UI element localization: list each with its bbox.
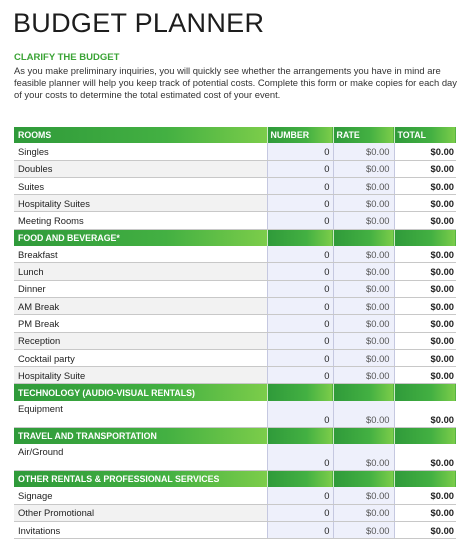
table-row — [14, 297, 456, 314]
number-input[interactable]: 0 — [267, 401, 333, 428]
total-value: $0.00 — [394, 315, 456, 332]
rate-input[interactable]: $0.00 — [333, 401, 394, 428]
section-label: ROOMS — [14, 127, 267, 143]
total-value: $0.00 — [394, 367, 456, 384]
table-row — [14, 349, 456, 366]
rate-input[interactable]: $0.00 — [333, 367, 394, 384]
total-value: $0.00 — [394, 297, 456, 314]
section-header-travel — [14, 427, 456, 444]
total-value: $0.00 — [394, 263, 456, 280]
number-input[interactable]: 0 — [267, 195, 333, 212]
item-label: Breakfast — [14, 246, 267, 263]
section-subtitle: CLARIFY THE BUDGET — [14, 52, 120, 63]
rate-input[interactable]: $0.00 — [333, 504, 394, 521]
rate-input[interactable]: $0.00 — [333, 246, 394, 263]
table-row — [14, 246, 456, 263]
table-row — [14, 315, 456, 332]
rate-input[interactable]: $0.00 — [333, 195, 394, 212]
rate-input[interactable]: $0.00 — [333, 263, 394, 280]
item-label: Invitations — [14, 521, 267, 538]
number-input[interactable]: 0 — [267, 212, 333, 229]
number-input[interactable]: 0 — [267, 143, 333, 160]
number-input[interactable]: 0 — [267, 504, 333, 521]
item-label: Meeting Rooms — [14, 212, 267, 229]
total-value: $0.00 — [394, 504, 456, 521]
table-row — [14, 212, 456, 229]
table-row — [14, 263, 456, 280]
total-value: $0.00 — [394, 401, 456, 428]
budget-table — [14, 127, 456, 539]
table-row — [14, 521, 456, 538]
table-row — [14, 195, 456, 212]
total-value: $0.00 — [394, 487, 456, 504]
rate-input[interactable]: $0.00 — [333, 521, 394, 538]
number-input[interactable]: 0 — [267, 280, 333, 297]
total-value: $0.00 — [394, 521, 456, 538]
rate-input[interactable]: $0.00 — [333, 487, 394, 504]
table-row — [14, 332, 456, 349]
rate-input[interactable]: $0.00 — [333, 349, 394, 366]
item-label: Signage — [14, 487, 267, 504]
item-label: Cocktail party — [14, 349, 267, 366]
item-label: Hospitality Suite — [14, 367, 267, 384]
number-input[interactable]: 0 — [267, 332, 333, 349]
item-label: Lunch — [14, 263, 267, 280]
item-label: Hospitality Suites — [14, 195, 267, 212]
section-header-rooms — [14, 127, 456, 143]
item-label: PM Break — [14, 315, 267, 332]
section-header-food-and-beverage — [14, 229, 456, 246]
section-label: TECHNOLOGY (AUDIO-VISUAL RENTALS) — [14, 384, 267, 401]
column-header-rate: RATE — [333, 127, 394, 143]
item-label: Other Promotional — [14, 504, 267, 521]
section-label: TRAVEL AND TRANSPORTATION — [14, 427, 267, 444]
item-label: Singles — [14, 143, 267, 160]
section-label: FOOD AND BEVERAGE* — [14, 229, 267, 246]
total-value: $0.00 — [394, 349, 456, 366]
table-row — [14, 504, 456, 521]
rate-input[interactable]: $0.00 — [333, 212, 394, 229]
page-title: BUDGET PLANNER — [13, 8, 265, 38]
table-row — [14, 160, 456, 177]
table-row — [14, 367, 456, 384]
rate-input[interactable]: $0.00 — [333, 143, 394, 160]
number-input[interactable]: 0 — [267, 349, 333, 366]
rate-input[interactable]: $0.00 — [333, 177, 394, 194]
total-value: $0.00 — [394, 246, 456, 263]
total-value: $0.00 — [394, 444, 456, 471]
total-value: $0.00 — [394, 280, 456, 297]
section-label: OTHER RENTALS & PROFESSIONAL SERVICES — [14, 471, 267, 488]
total-value: $0.00 — [394, 177, 456, 194]
number-input[interactable]: 0 — [267, 315, 333, 332]
number-input[interactable]: 0 — [267, 160, 333, 177]
intro-text: As you make preliminary inquiries, you will quickly see whether the arrangements you have in mind are feasible planner will help you keep track of potential costs. Complete this form or make copies for each day of your costs to determine the total estimated cost of your event. — [14, 65, 457, 100]
table-row — [14, 401, 456, 428]
table-row — [14, 487, 456, 504]
item-label: Suites — [14, 177, 267, 194]
item-label: AM Break — [14, 297, 267, 314]
item-label: Reception — [14, 332, 267, 349]
item-label: Air/Ground — [14, 444, 267, 471]
number-input[interactable]: 0 — [267, 521, 333, 538]
rate-input[interactable]: $0.00 — [333, 315, 394, 332]
number-input[interactable]: 0 — [267, 297, 333, 314]
total-value: $0.00 — [394, 160, 456, 177]
table-row — [14, 444, 456, 471]
total-value: $0.00 — [394, 332, 456, 349]
total-value: $0.00 — [394, 212, 456, 229]
table-row — [14, 280, 456, 297]
table-row — [14, 177, 456, 194]
number-input[interactable]: 0 — [267, 444, 333, 471]
column-header-number: NUMBER — [267, 127, 333, 143]
section-header-other-rentals — [14, 471, 456, 488]
rate-input[interactable]: $0.00 — [333, 160, 394, 177]
rate-input[interactable]: $0.00 — [333, 332, 394, 349]
section-header-technology — [14, 384, 456, 401]
column-header-total: TOTAL — [394, 127, 456, 143]
item-label: Equipment — [14, 401, 267, 428]
item-label: Dinner — [14, 280, 267, 297]
number-input[interactable]: 0 — [267, 246, 333, 263]
item-label: Doubles — [14, 160, 267, 177]
number-input[interactable]: 0 — [267, 367, 333, 384]
total-value: $0.00 — [394, 143, 456, 160]
rate-input[interactable]: $0.00 — [333, 297, 394, 314]
total-value: $0.00 — [394, 195, 456, 212]
number-input[interactable]: 0 — [267, 263, 333, 280]
number-input[interactable]: 0 — [267, 487, 333, 504]
rate-input[interactable]: $0.00 — [333, 444, 394, 471]
table-row — [14, 143, 456, 160]
number-input[interactable]: 0 — [267, 177, 333, 194]
rate-input[interactable]: $0.00 — [333, 280, 394, 297]
